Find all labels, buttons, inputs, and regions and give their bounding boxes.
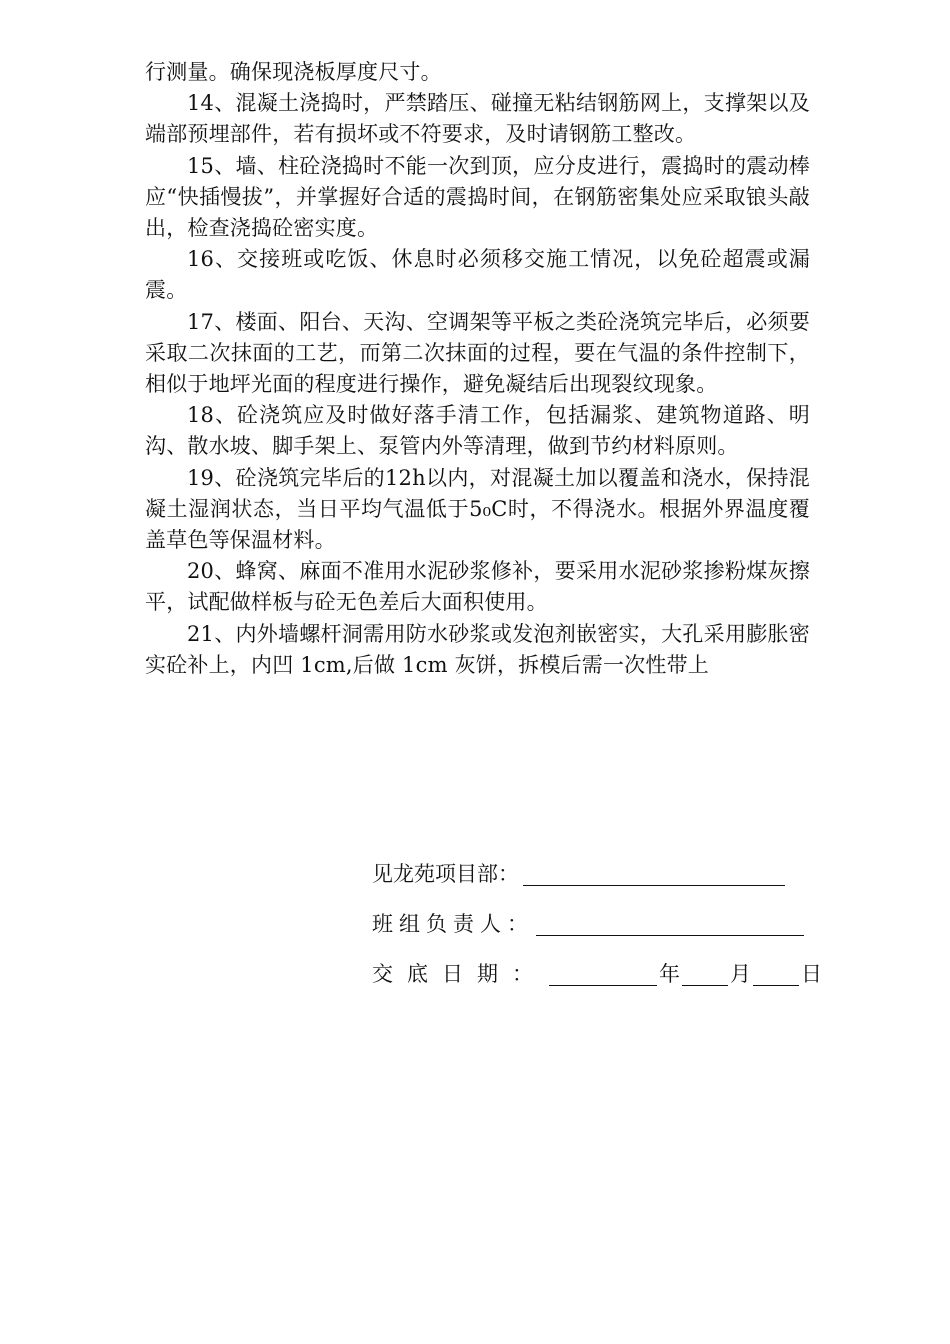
team-leader-row — [372, 888, 824, 938]
month-unit: 月 — [730, 962, 751, 986]
team-leader-blank — [536, 913, 804, 936]
date-row — [372, 938, 824, 988]
paragraph-item-19: 19、砼浇筑完毕后的12h以内，对混凝土加以覆盖和浇水，保持混凝土湿润状态，当日平均气温低于5₀C时，不得浇水。根据外界温度覆盖草色等保温材料。 — [145, 465, 810, 553]
team-leader-label: 班组负责人： — [372, 912, 534, 936]
project-dept-blank — [523, 863, 785, 886]
paragraph-item-18: 18、砼浇筑应及时做好落手清工作，包括漏浆、建筑物道路、明沟、散水坡、脚手架上、泵管内外等清理，做到节约材料原则。 — [145, 403, 810, 459]
paragraph-item-17: 17、楼面、阳台、天沟、空调架等平板之类砼浇筑完毕后，必须要采取二次抹面的工艺，而第二次抹面的过程，要在气温的条件控制下，相似于地坪光面的程度进行操作，避免凝结后出现裂纹现象。 — [145, 309, 810, 397]
paragraph-continuation: 行测量。确保现浇板厚度尺寸。 — [145, 60, 442, 84]
day-blank — [753, 963, 799, 986]
year-unit: 年 — [659, 962, 680, 986]
year-blank — [549, 963, 657, 986]
paragraph-item-21: 21、内外墙螺杆洞需用防水砂浆或发泡剂嵌密实，大孔采用膨胀密实砼补上，内凹 1cm,后做 1cm 灰饼，拆模后需一次性带上 — [145, 621, 810, 677]
paragraph-item-20: 20、蜂窝、麻面不准用水泥砂浆修补，要采用水泥砂浆掺粉煤灰擦平，试配做样板与砼无色差后大面积使用。 — [145, 559, 810, 615]
project-dept-label: 见龙苑项目部： — [372, 862, 519, 886]
paragraph-item-15: 15、墙、柱砼浇捣时不能一次到顶，应分皮进行，震捣时的震动棒应“快插慢拔”，并掌握好合适的震捣时间，在钢筋密集处应采取锒头敲出，检查浇捣砼密实度。 — [145, 153, 810, 241]
day-unit: 日 — [801, 962, 822, 986]
document-body — [145, 57, 810, 681]
project-dept-row — [372, 838, 824, 888]
paragraph-item-14: 14、混凝土浇捣时，严禁踏压、碰撞无粘结钢筋网上，支撑架以及端部预埋部件，若有损坏或不符要求，及时请钢筋工整改。 — [145, 91, 810, 147]
date-label: 交底日期： — [372, 962, 547, 986]
signature-block — [372, 838, 824, 988]
paragraph-item-16: 16、交接班或吃饭、休息时必须移交施工情况，以免砼超震或漏震。 — [145, 247, 810, 303]
month-blank — [682, 963, 728, 986]
